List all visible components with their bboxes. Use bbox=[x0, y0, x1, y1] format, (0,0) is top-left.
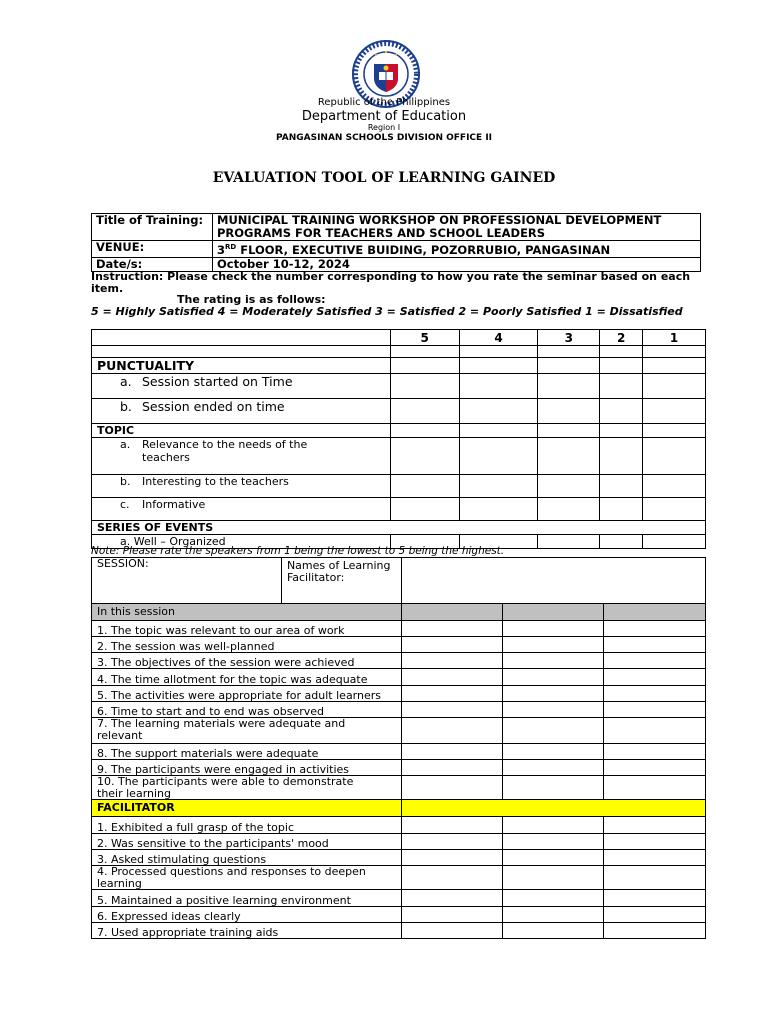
rating-cell[interactable] bbox=[459, 475, 538, 498]
rating-cell[interactable] bbox=[401, 669, 502, 686]
document-title: EVALUATION TOOL OF LEARNING GAINED bbox=[212, 170, 556, 186]
session-item-row bbox=[92, 776, 706, 800]
rating-cell[interactable] bbox=[538, 498, 600, 521]
topic-section-row bbox=[92, 424, 706, 438]
date-value: October 10-12, 2024 bbox=[213, 257, 701, 271]
rating-cell bbox=[502, 604, 604, 621]
session-item-row bbox=[92, 653, 706, 669]
rating-cell bbox=[401, 604, 502, 621]
session-label: SESSION: bbox=[92, 558, 282, 604]
facilitator-item bbox=[92, 866, 402, 890]
punctuality-label: PUNCTUALITY bbox=[92, 358, 391, 374]
facilitator-item: 7. Used appropriate training aids bbox=[92, 923, 402, 939]
rating-item-row bbox=[92, 498, 706, 521]
topic-label: TOPIC bbox=[92, 424, 391, 438]
rating-cell[interactable] bbox=[600, 535, 643, 549]
facilitator-item: 3. Asked stimulating questions bbox=[92, 850, 402, 866]
session-item: 2. The session was well-planned bbox=[92, 637, 402, 653]
rating-cell[interactable] bbox=[604, 653, 706, 669]
item-letter: a. bbox=[120, 374, 132, 389]
rating-cell[interactable] bbox=[401, 834, 502, 850]
date-label: Date/s: bbox=[92, 257, 213, 271]
facilitator-item-row bbox=[92, 907, 706, 923]
rating-cell[interactable] bbox=[401, 621, 502, 637]
rating-cell[interactable] bbox=[390, 475, 459, 498]
rating-cell[interactable] bbox=[502, 776, 604, 800]
rating-cell[interactable] bbox=[600, 374, 643, 399]
rating-cell[interactable] bbox=[401, 718, 502, 744]
rating-cell[interactable] bbox=[538, 438, 600, 475]
session-item bbox=[92, 776, 402, 800]
facilitator-header-fill bbox=[401, 800, 705, 817]
rating-item bbox=[92, 399, 391, 424]
facilitator-item-row bbox=[92, 923, 706, 939]
rating-cell[interactable] bbox=[643, 374, 706, 399]
session-item-text: 10. The participants were able to demonstrate their learning bbox=[97, 775, 354, 800]
series-of-events-section-row bbox=[92, 521, 706, 535]
session-item: 5. The activities were appropriate for adult learners bbox=[92, 686, 402, 702]
facilitator-item: 5. Maintained a positive learning environment bbox=[92, 890, 402, 907]
session-item-row bbox=[92, 744, 706, 760]
rating-item bbox=[92, 374, 391, 399]
rating-cell[interactable] bbox=[643, 535, 706, 549]
venue-label: VENUE: bbox=[92, 241, 213, 258]
scale-4-header: 4 bbox=[459, 330, 538, 346]
spacer-row bbox=[92, 346, 706, 358]
rating-cell[interactable] bbox=[502, 923, 604, 939]
item-letter: c. bbox=[120, 498, 130, 511]
training-title-label: Title of Training: bbox=[92, 214, 213, 241]
rating-cell[interactable] bbox=[390, 374, 459, 399]
rating-cell[interactable] bbox=[538, 475, 600, 498]
rating-cell[interactable] bbox=[390, 424, 459, 438]
rating-cell[interactable] bbox=[502, 817, 604, 834]
rating-cell[interactable] bbox=[538, 535, 600, 549]
rating-cell[interactable] bbox=[401, 907, 502, 923]
rating-cell[interactable] bbox=[390, 438, 459, 475]
rating-cell[interactable] bbox=[604, 850, 706, 866]
seminar-rating-table bbox=[91, 329, 706, 549]
session-item: 6. Time to start and to end was observed bbox=[92, 702, 402, 718]
item-text: Interesting to the teachers bbox=[142, 475, 289, 488]
rating-cell[interactable] bbox=[401, 686, 502, 702]
item-text: Session ended on time bbox=[142, 399, 285, 414]
rating-cell[interactable] bbox=[604, 686, 706, 702]
rating-cell[interactable] bbox=[604, 702, 706, 718]
rating-cell[interactable] bbox=[502, 702, 604, 718]
rating-cell[interactable] bbox=[459, 374, 538, 399]
rating-cell[interactable] bbox=[502, 686, 604, 702]
rating-cell[interactable] bbox=[401, 890, 502, 907]
rating-cell[interactable] bbox=[604, 718, 706, 744]
facilitator-item: 1. Exhibited a full grasp of the topic bbox=[92, 817, 402, 834]
rating-cell[interactable] bbox=[600, 424, 643, 438]
rating-cell[interactable] bbox=[604, 890, 706, 907]
facilitator-section-row bbox=[92, 800, 706, 817]
in-this-session-row bbox=[92, 604, 706, 621]
training-info-table bbox=[91, 213, 701, 272]
rating-cell[interactable] bbox=[459, 424, 538, 438]
facilitator-item-row bbox=[92, 850, 706, 866]
rating-cell[interactable] bbox=[604, 907, 706, 923]
rating-intro: The rating is as follows: bbox=[177, 293, 326, 306]
rating-cell[interactable] bbox=[502, 834, 604, 850]
in-this-session-label: In this session bbox=[92, 604, 402, 621]
facilitator-item: 6. Expressed ideas clearly bbox=[92, 907, 402, 923]
venue-rest: FLOOR, EXECUTIVE BUIDING, POZORRUBIO, PANGASINAN bbox=[236, 242, 611, 257]
session-item bbox=[92, 718, 402, 744]
rating-cell bbox=[604, 604, 706, 621]
rating-cell[interactable] bbox=[538, 424, 600, 438]
rating-cell[interactable] bbox=[390, 399, 459, 424]
rating-item bbox=[92, 498, 391, 521]
venue-value bbox=[213, 241, 701, 258]
speaker-evaluation-table bbox=[91, 557, 706, 939]
rating-scale-legend: 5 = Highly Satisfied 4 = Moderately Satisfied 3 = Satisfied 2 = Poorly Satisfied 1 = Dissatisfied bbox=[91, 304, 683, 318]
session-item: 4. The time allotment for the topic was adequate bbox=[92, 669, 402, 686]
session-item-text: 7. The learning materials were adequate and relevant bbox=[97, 717, 346, 742]
rating-cell[interactable] bbox=[502, 718, 604, 744]
rating-cell[interactable] bbox=[643, 424, 706, 438]
item-text: Relevance to the needs of the teachers bbox=[142, 438, 308, 464]
rating-cell[interactable] bbox=[538, 399, 600, 424]
facilitator-item: 2. Was sensitive to the participants' mood bbox=[92, 834, 402, 850]
rating-cell[interactable] bbox=[401, 866, 502, 890]
rating-cell[interactable] bbox=[502, 866, 604, 890]
session-item-row bbox=[92, 718, 706, 744]
rating-cell[interactable] bbox=[600, 475, 643, 498]
session-item: 3. The objectives of the session were achieved bbox=[92, 653, 402, 669]
rating-cell[interactable] bbox=[643, 358, 706, 374]
rating-cell[interactable] bbox=[401, 744, 502, 760]
scale-5-header: 5 bbox=[390, 330, 459, 346]
republic-label: Republic of the Philippines bbox=[317, 97, 451, 108]
punctuality-section-row bbox=[92, 358, 706, 374]
rating-cell[interactable] bbox=[502, 637, 604, 653]
session-item: 8. The support materials were adequate bbox=[92, 744, 402, 760]
training-title-value: MUNICIPAL TRAINING WORKSHOP ON PROFESSIONAL DEVELOPMENT PROGRAMS FOR TEACHERS AND SCHOOL LEADERS bbox=[213, 214, 701, 241]
rating-item-row bbox=[92, 475, 706, 498]
rating-cell[interactable] bbox=[600, 399, 643, 424]
rating-cell[interactable] bbox=[459, 399, 538, 424]
facilitator-names-field[interactable] bbox=[401, 558, 705, 604]
rating-item: a. Well – Organized bbox=[92, 535, 391, 549]
venue-row bbox=[92, 241, 701, 258]
rating-cell[interactable] bbox=[643, 399, 706, 424]
region-label: Region I bbox=[367, 123, 401, 132]
rating-item-row bbox=[92, 374, 706, 399]
session-item-row bbox=[92, 702, 706, 718]
rating-cell[interactable] bbox=[502, 760, 604, 776]
rating-cell[interactable] bbox=[604, 744, 706, 760]
rating-cell[interactable] bbox=[459, 358, 538, 374]
rating-cell[interactable] bbox=[390, 358, 459, 374]
facilitator-item-row bbox=[92, 834, 706, 850]
rating-cell[interactable] bbox=[459, 498, 538, 521]
facilitator-label: FACILITATOR bbox=[92, 800, 402, 817]
rating-cell[interactable] bbox=[502, 907, 604, 923]
rating-cell[interactable] bbox=[390, 498, 459, 521]
rating-item bbox=[92, 438, 391, 475]
rating-cell[interactable] bbox=[401, 760, 502, 776]
rating-cell[interactable] bbox=[643, 498, 706, 521]
item-letter: b. bbox=[120, 475, 131, 488]
rating-item-row bbox=[92, 399, 706, 424]
rating-cell[interactable] bbox=[600, 358, 643, 374]
rating-cell[interactable] bbox=[401, 702, 502, 718]
rating-cell[interactable] bbox=[600, 498, 643, 521]
rating-cell[interactable] bbox=[401, 923, 502, 939]
rating-cell[interactable] bbox=[604, 817, 706, 834]
session-item: 1. The topic was relevant to our area of work bbox=[92, 621, 402, 637]
session-item-row bbox=[92, 686, 706, 702]
rating-cell[interactable] bbox=[502, 653, 604, 669]
facilitator-item-row bbox=[92, 817, 706, 834]
scale-1-header: 1 bbox=[643, 330, 706, 346]
rating-cell[interactable] bbox=[604, 760, 706, 776]
rating-item bbox=[92, 475, 391, 498]
rating-item-row bbox=[92, 438, 706, 475]
rating-scale-header-row bbox=[92, 330, 706, 346]
speaker-rating-note: Note: Please rate the speakers from 1 being the lowest to 5 being the highest. bbox=[91, 545, 505, 557]
instructions bbox=[91, 271, 703, 317]
rating-cell[interactable] bbox=[502, 890, 604, 907]
session-item-row bbox=[92, 621, 706, 637]
rating-cell[interactable] bbox=[604, 621, 706, 637]
rating-cell[interactable] bbox=[604, 923, 706, 939]
rating-cell[interactable] bbox=[459, 438, 538, 475]
rating-cell[interactable] bbox=[604, 866, 706, 890]
rating-cell[interactable] bbox=[401, 850, 502, 866]
item-text: Session started on Time bbox=[142, 374, 293, 389]
session-header-row bbox=[92, 558, 706, 604]
instruction-text: Instruction: Please check the number corresponding to how you rate the seminar based on each item. bbox=[91, 270, 691, 295]
venue-floor: 3 bbox=[217, 242, 226, 257]
rating-cell[interactable] bbox=[401, 776, 502, 800]
rating-cell[interactable] bbox=[401, 817, 502, 834]
rating-cell[interactable] bbox=[604, 669, 706, 686]
rating-cell[interactable] bbox=[604, 637, 706, 653]
training-title-row bbox=[92, 214, 701, 241]
department-label: Department of Education bbox=[301, 109, 467, 124]
facilitator-item-row bbox=[92, 890, 706, 907]
session-item-row bbox=[92, 637, 706, 653]
facilitator-names-label: Names of Learning Facilitator: bbox=[281, 558, 401, 604]
rating-cell[interactable] bbox=[401, 637, 502, 653]
rating-cell[interactable] bbox=[401, 653, 502, 669]
rating-cell[interactable] bbox=[502, 621, 604, 637]
item-letter: b. bbox=[120, 399, 132, 414]
rating-cell[interactable] bbox=[538, 374, 600, 399]
rating-cell[interactable] bbox=[604, 776, 706, 800]
session-item-row bbox=[92, 760, 706, 776]
rating-cell[interactable] bbox=[643, 475, 706, 498]
facilitator-item-text: 4. Processed questions and responses to deepen learning bbox=[97, 865, 366, 890]
rating-cell[interactable] bbox=[502, 850, 604, 866]
facilitator-item-row bbox=[92, 866, 706, 890]
rating-cell[interactable] bbox=[643, 438, 706, 475]
venue-floor-suffix: RD bbox=[225, 243, 237, 251]
rating-cell[interactable] bbox=[538, 358, 600, 374]
rating-cell[interactable] bbox=[600, 438, 643, 475]
item-letter: a. bbox=[120, 438, 131, 451]
rating-cell[interactable] bbox=[604, 834, 706, 850]
rating-cell[interactable] bbox=[502, 669, 604, 686]
item-text: Informative bbox=[142, 498, 206, 511]
criteria-header-cell bbox=[92, 330, 391, 346]
session-item: 9. The participants were engaged in activities bbox=[92, 760, 402, 776]
session-item-row bbox=[92, 669, 706, 686]
division-office-label: PANGASINAN SCHOOLS DIVISION OFFICE II bbox=[275, 133, 493, 143]
scale-3-header: 3 bbox=[538, 330, 600, 346]
rating-cell[interactable] bbox=[502, 744, 604, 760]
series-of-events-label: SERIES OF EVENTS bbox=[92, 521, 706, 535]
scale-2-header: 2 bbox=[600, 330, 643, 346]
